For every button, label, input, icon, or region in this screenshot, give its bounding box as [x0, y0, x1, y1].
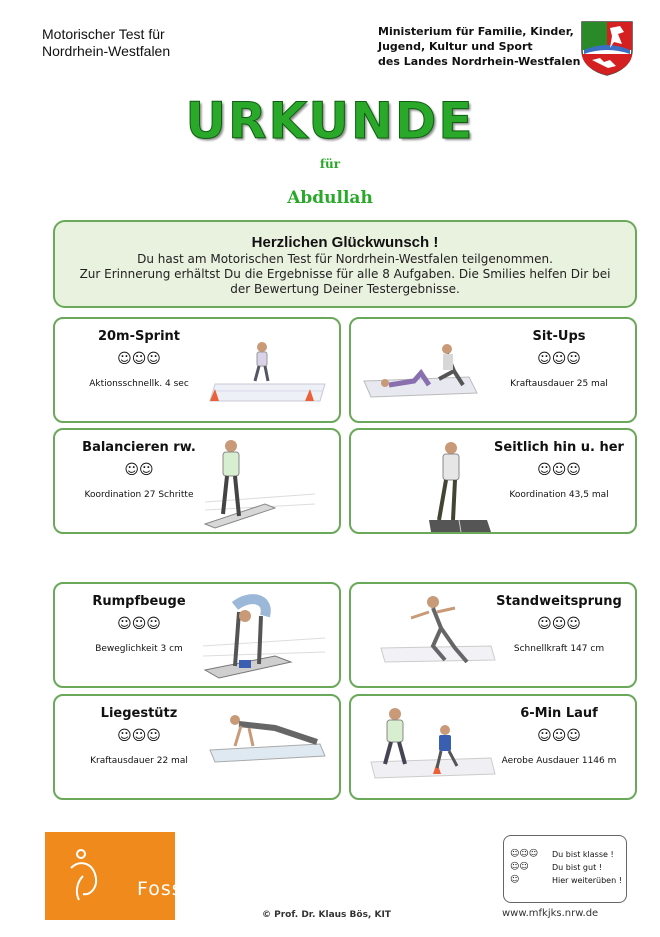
website-url: www.mfkjks.nrw.de	[502, 908, 599, 919]
sprint-illustration-icon	[205, 339, 335, 409]
test-title: Seitlich hin u. her	[494, 440, 624, 455]
copyright-text: © Prof. Dr. Klaus Bös, KIT	[262, 910, 391, 920]
legend-row	[510, 861, 626, 874]
test-name-line2: Nordrhein-Westfalen	[42, 43, 171, 59]
test-title: 20m-Sprint	[97, 329, 181, 344]
test-title: 6-Min Lauf	[520, 706, 598, 721]
test-card-situps	[349, 317, 637, 423]
balance-beam-illustration-icon	[195, 434, 335, 530]
nrw-coat-of-arms-icon	[580, 20, 634, 76]
congratulations-line2: Zur Erinnerung erhältst Du die Ergebnisse für alle 8 Aufgaben. Die Smilies helfen Dir bei	[79, 267, 611, 281]
test-result: Aerobe Ausdauer 1146 m	[501, 756, 617, 766]
congratulations-heading: Herzlichen Glückwunsch !	[251, 234, 439, 251]
test-card-pushups	[53, 694, 341, 800]
legend-text: Du bist gut !	[552, 863, 602, 872]
congratulations-line1: Du hast am Motorischen Test für Nordrhein-Westfalen teilgenommen.	[137, 252, 553, 266]
foss-figure-icon	[61, 846, 111, 906]
test-title: Sit-Ups	[532, 329, 586, 344]
test-title: Rumpfbeuge	[92, 594, 186, 609]
trunk-flexion-illustration-icon	[195, 586, 335, 686]
recipient-name: Abdullah	[287, 188, 373, 208]
test-title: Liegestütz	[100, 706, 178, 721]
test-card-side-jump	[349, 428, 637, 534]
test-name-line1: Motorischer Test für	[42, 26, 165, 42]
test-card-trunk-flexion	[53, 582, 341, 688]
pushups-illustration-icon	[205, 706, 335, 766]
test-result: Schnellkraft 147 cm	[513, 644, 605, 654]
smiley-legend	[503, 835, 627, 903]
long-jump-illustration-icon	[371, 588, 501, 684]
smiley-rating-icon: ☺☺☺	[537, 462, 581, 478]
test-result: Koordination 43,5 mal	[509, 490, 609, 500]
test-result: Beweglichkeit 3 cm	[95, 644, 183, 654]
smiley-rating-icon: ☺☺☺	[537, 728, 581, 744]
smiley-rating-icon: ☺☺☺	[117, 616, 161, 632]
situps-illustration-icon	[359, 341, 489, 401]
certificate-title: URKUNDE	[185, 92, 475, 150]
ministry-line2: Jugend, Kultur und Sport	[378, 40, 533, 53]
test-title: Standweitsprung	[496, 594, 622, 609]
for-label: für	[319, 157, 341, 171]
test-name-header	[42, 26, 170, 60]
ministry-line1: Ministerium für Familie, Kinder,	[378, 25, 574, 38]
ministry-line3: des Landes Nordrhein-Westfalen	[378, 55, 581, 68]
test-result: Aktionsschnellk. 4 sec	[89, 379, 189, 389]
test-card-sprint	[53, 317, 341, 423]
test-title: Balancieren rw.	[82, 440, 196, 455]
smiley-rating-icon: ☺☺☺	[537, 351, 581, 367]
test-card-long-jump	[349, 582, 637, 688]
smiley-rating-icon: ☺☺☺	[117, 728, 161, 744]
congratulations-box	[53, 220, 637, 308]
legend-row	[510, 874, 626, 887]
smiley-rating-icon: ☺	[510, 875, 520, 885]
running-illustration-icon	[367, 702, 497, 798]
congratulations-line3: der Bewertung Deiner Testergebnisse.	[230, 282, 460, 296]
ministry-header	[378, 24, 580, 69]
smiley-rating-icon: ☺☺☺	[117, 351, 161, 367]
legend-text: Hier weiterüben !	[552, 876, 622, 885]
smiley-rating-icon: ☺☺	[510, 862, 529, 872]
foss-logo	[45, 832, 183, 920]
test-card-6min-run	[349, 694, 637, 800]
foss-logo-text: Foss	[137, 878, 183, 900]
test-result: Koordination 27 Schritte	[84, 490, 194, 500]
legend-row	[510, 848, 626, 861]
smiley-rating-icon: ☺☺☺	[537, 616, 581, 632]
side-jump-illustration-icon	[391, 434, 501, 534]
smiley-rating-icon: ☺☺	[124, 462, 154, 478]
test-card-balance	[53, 428, 341, 534]
test-result: Kraftausdauer 22 mal	[90, 756, 188, 766]
test-result: Kraftausdauer 25 mal	[510, 379, 608, 389]
legend-text: Du bist klasse !	[552, 850, 614, 859]
smiley-rating-icon: ☺☺☺	[510, 849, 539, 859]
